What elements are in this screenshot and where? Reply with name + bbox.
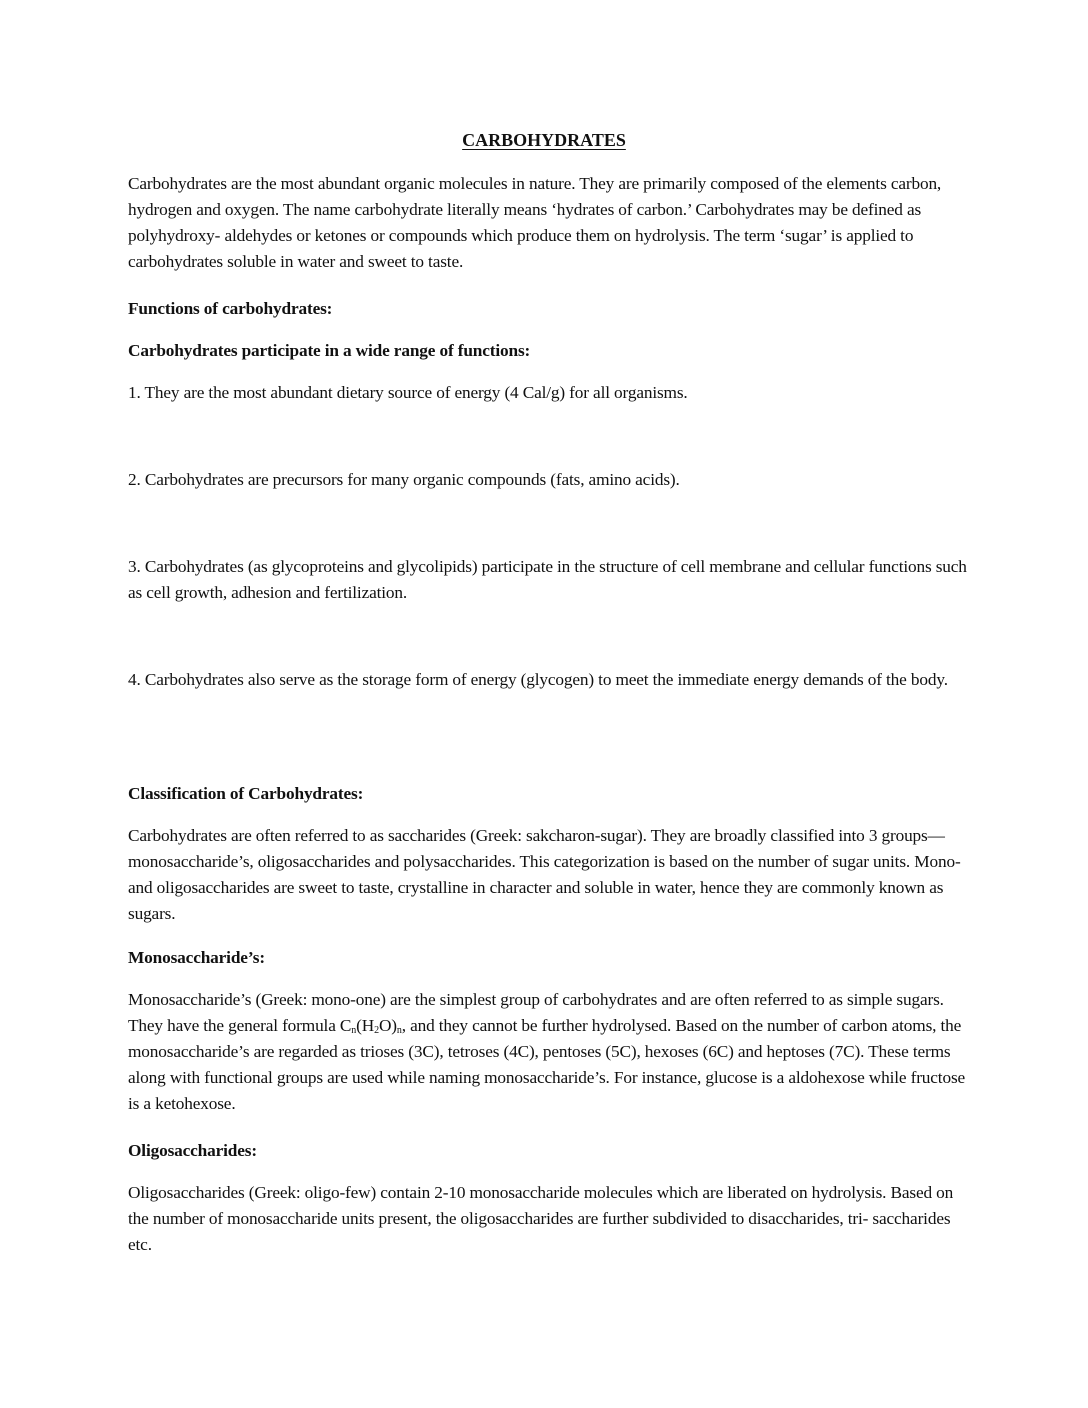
document-title-text: CARBOHYDRATES xyxy=(462,130,626,150)
oligosaccharides-paragraph: Oligosaccharides (Greek: oligo-few) contain 2-10 monosaccharide molecules which are liberated on hydrolysis. Based on the number of monosaccharide units present, the oligosaccharides are further subdivided to disaccharides, tri- saccharides etc. xyxy=(128,1183,954,1254)
formula-subscript-2: 2 xyxy=(374,1025,379,1036)
function-item-3: 3. Carbohydrates (as glycoproteins and glycolipids) participate in the structure of cell membrane and cellular functions such as cell growth, adhesion and fertilization. xyxy=(128,557,967,602)
function-item-2: 2. Carbohydrates are precursors for many organic compounds (fats, amino acids). xyxy=(128,470,680,489)
formula-hydrogen: (H xyxy=(356,1016,375,1035)
function-item-4: 4. Carbohydrates also serve as the storage form of energy (glycogen) to meet the immediate energy demands of the body. xyxy=(128,670,948,689)
functions-heading: Functions of carbohydrates: xyxy=(128,299,333,318)
document-title xyxy=(128,128,960,152)
formula-carbon: C xyxy=(339,1016,352,1035)
functions-subheading: Carbohydrates participate in a wide range of functions: xyxy=(128,341,531,360)
formula-subscript-n: n xyxy=(396,1025,402,1036)
monosaccharides-heading: Monosaccharide’s: xyxy=(128,948,265,967)
monosaccharides-paragraph xyxy=(128,987,968,1117)
classification-paragraph: Carbohydrates are often referred to as saccharides (Greek: sakcharon-sugar). They are broadly classified into 3 groups—monosaccharide’s, oligosaccharides and polysaccharides. This categorization is based on the number of sugar units. Mono- and oligosaccharides are sweet to taste, crystalline in character and soluble in water, hence they are commonly known as sugars. xyxy=(128,826,961,923)
monosaccharides-text-part1: Monosaccharide’s (Greek: mono-one) are the simplest group of carbohydrates and are often referred to as simple sugars. They have the general formula xyxy=(128,990,944,1035)
function-item-1: 1. They are the most abundant dietary source of energy (4 Cal/g) for all organisms. xyxy=(128,383,688,402)
oligosaccharides-heading: Oligosaccharides: xyxy=(128,1141,257,1160)
formula-subscript-n: n xyxy=(351,1025,357,1036)
classification-heading: Classification of Carbohydrates: xyxy=(128,784,364,803)
monosaccharides-text-part2: , and they cannot be further hydrolysed. Based on the number of carbon atoms, the monosaccharide’s are regarded as trioses (3C), tetroses (4C), pentoses (5C), hexoses (6C) and heptoses (7C). These terms along with functional groups are used while naming monosaccharide’s. For instance, glucose is a aldohexose while fructose is a ketohexose. xyxy=(128,1016,966,1113)
formula-oxygen: O) xyxy=(378,1016,397,1035)
intro-paragraph: Carbohydrates are the most abundant organic molecules in nature. They are primarily composed of the elements carbon, hydrogen and oxygen. The name carbohydrate literally means ‘hydrates of carbon.’ Carbohydrates may be defined as polyhydroxy- aldehydes or ketones or compounds which produce them on hydrolysis. The term ‘sugar’ is applied to carbohydrates soluble in water and sweet to taste. xyxy=(128,174,942,271)
general-formula xyxy=(340,1016,402,1035)
